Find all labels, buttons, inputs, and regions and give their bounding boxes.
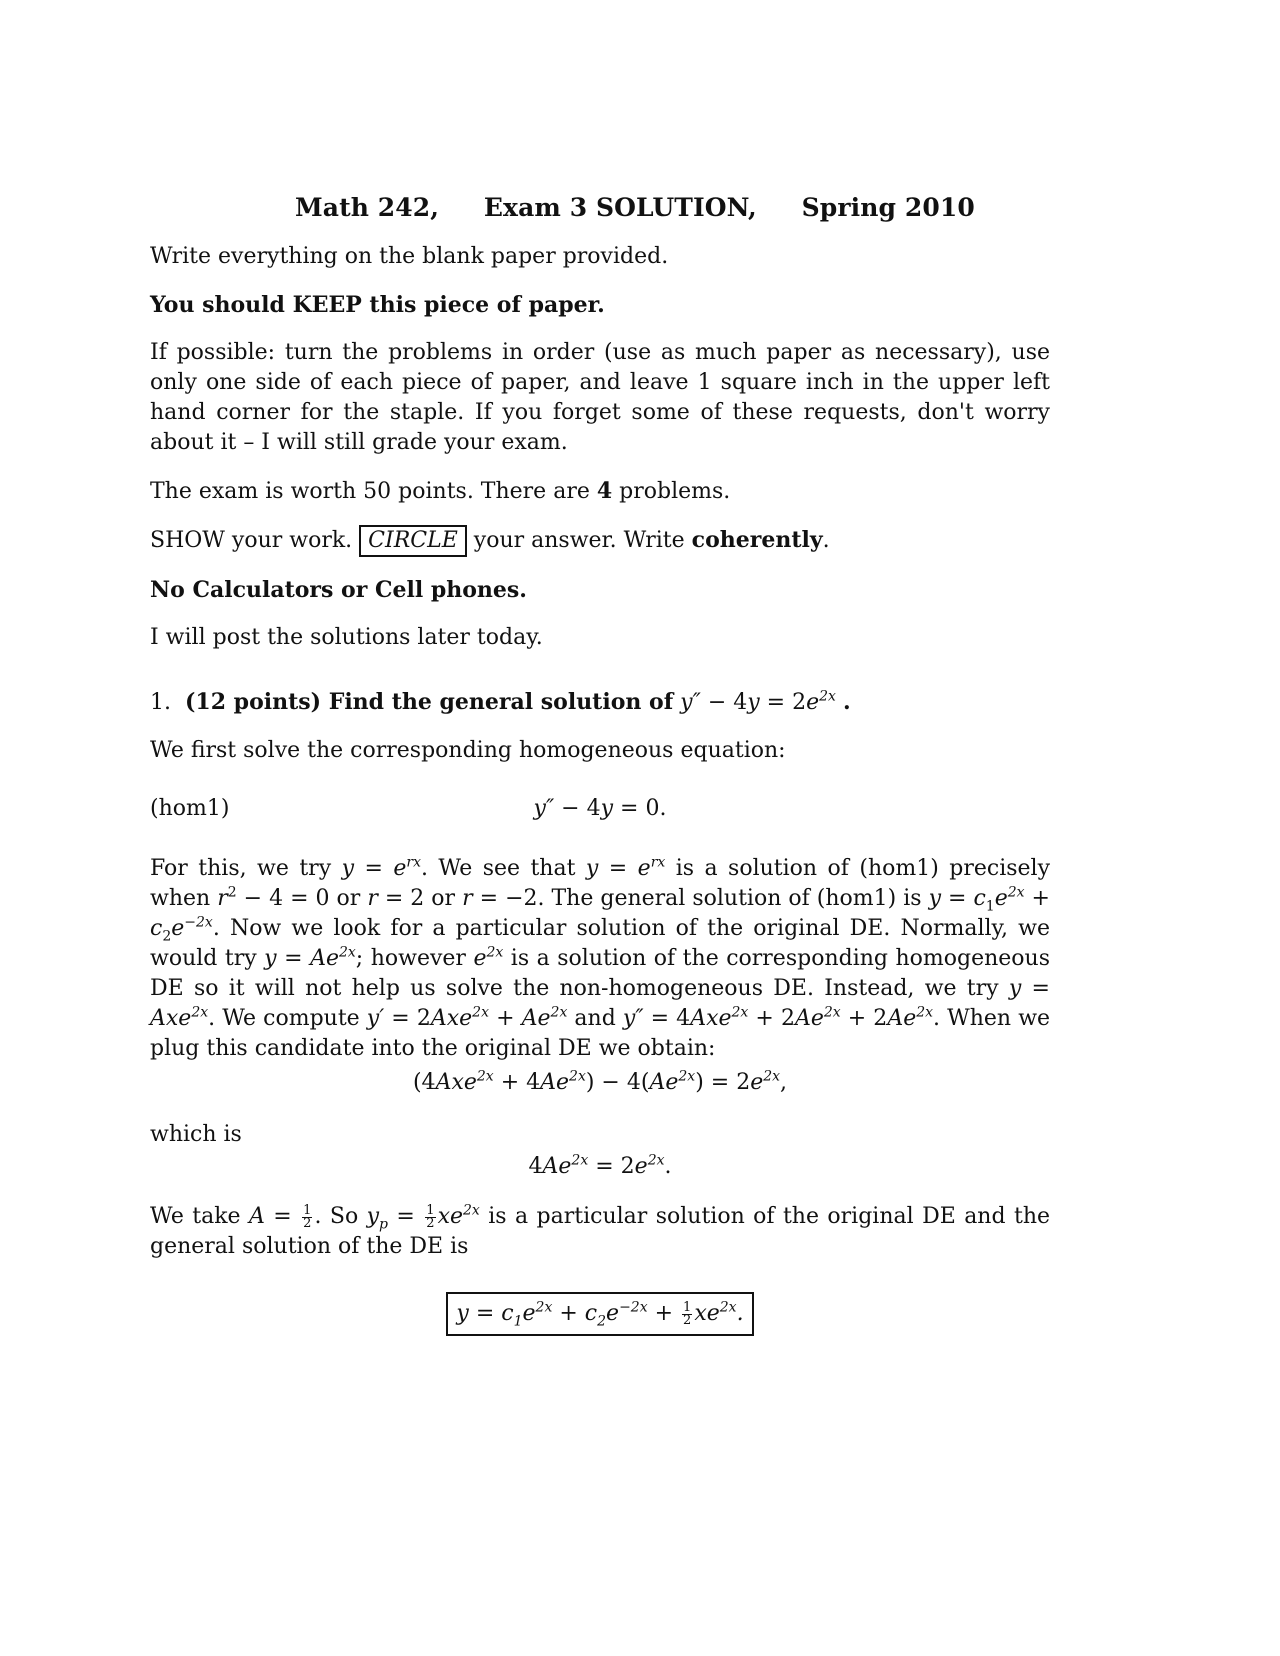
instruction-points: The exam is worth 50 points. There are 4 problems.	[150, 478, 731, 504]
problem-1-statement: 1. (12 points) Find the general solution of $y'' - 4y = 2e^{2x}$ .	[150, 688, 851, 715]
instruction-solutions: I will post the solutions later today.	[150, 625, 543, 650]
course-label: Math 242,	[295, 193, 440, 222]
homogeneous-equation	[150, 796, 1050, 826]
hom1-label: (hom1)	[150, 796, 230, 821]
final-answer-row	[150, 1292, 1050, 1336]
particular-solution-text: We take A = $\frac{1}{2}$ . So $y_p$ = $\frac{1}{2}$ $xe^{2x}$ is a particular solution of the original DE and the general solution of the DE is	[150, 1202, 1051, 1259]
instruction-order: If possible: turn the problems in order (use as much paper as necessary), use only one side of each piece of paper, and leave 1 square inch in the upper left hand corner for the staple. If you forget some of these requests, don't worry about it – I will still grade your exam.	[150, 340, 1050, 455]
instruction-paper: Write everything on the blank paper provided.	[150, 244, 669, 269]
plugged-equation: $(4Axe^{2x} + 4Ae^{2x}) - 4(Ae^{2x}) = 2e^{2x}$,	[412, 1068, 788, 1095]
instruction-show-work: SHOW your work. CIRCLE your answer. Write coherently.	[150, 525, 1050, 557]
simplified-equation: $4Ae^{2x} = 2e^{2x}$.	[528, 1152, 672, 1179]
exam-label: Exam 3 SOLUTION,	[483, 193, 757, 222]
instruction-keep: You should KEEP this piece of paper.	[150, 292, 605, 318]
which-is-text: which is	[150, 1122, 242, 1147]
hom1-equation: y″ − 4y = 0.	[533, 796, 667, 821]
term-label: Spring 2010	[801, 193, 975, 222]
exam-title	[295, 193, 1050, 222]
instruction-no-calculators: No Calculators or Cell phones.	[150, 577, 527, 603]
solution-paragraph: For this, we try $y = e^{rx}$. We see that $y = e^{rx}$ is a solution of (hom1) precisely when $r^2 - 4 = 0$ or r = 2 or r = −2. The general solution of (hom1) is $y = c_1e^{2x} + c_2e^{-2x}$. Now we look for a particular solution of the original DE. Normally, we would try $y = Ae^{2x}$; however $e^{2x}$ is a solution of the corresponding homogeneous DE so it will not help us solve the non-homogeneous DE. Instead, we try y = Axe$^{2x}$. We compute $y' = 2Axe^{2x} + Ae^{2x}$ and $y'' = 4Axe^{2x} + 2Ae^{2x} + 2Ae^{2x}$. When we plug this candidate into the original DE we obtain:	[150, 854, 1051, 1061]
problem-1-intro: We first solve the corresponding homogeneous equation:	[150, 738, 786, 763]
final-answer-box: $y = c_1e^{2x} + c_2e^{-2x}$ + $\frac{1}{2}$ $xe^{2x}$.	[446, 1292, 753, 1336]
circle-box: CIRCLE	[359, 525, 467, 557]
